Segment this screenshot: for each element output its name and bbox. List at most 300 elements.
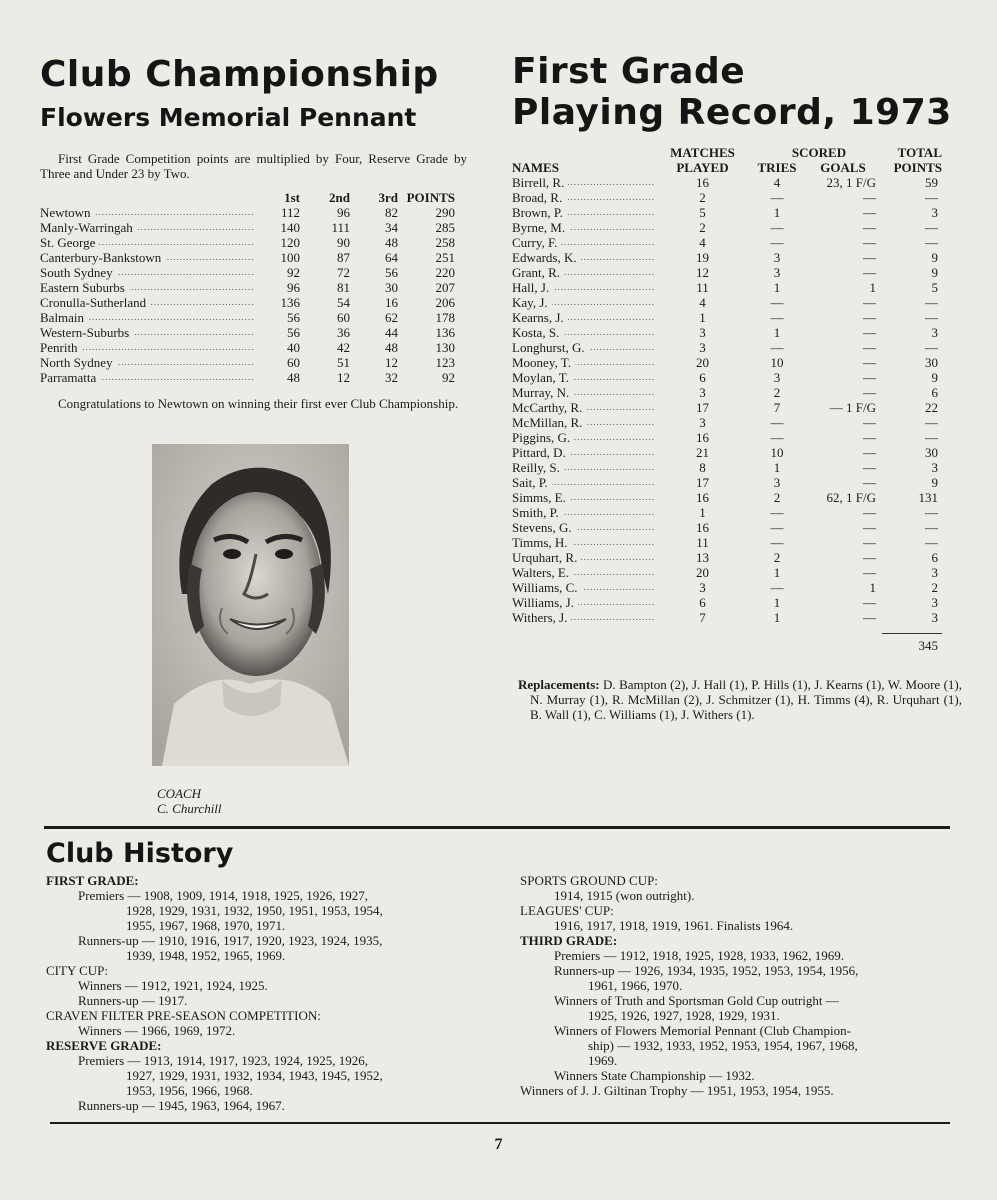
tries: 1 <box>773 325 781 340</box>
coach-portrait-image <box>152 444 349 766</box>
col-points: POINTS <box>406 190 455 205</box>
second-grade-points: 60 <box>337 310 350 325</box>
goals: — <box>863 235 876 250</box>
footer-divider <box>50 1122 950 1124</box>
goals: — <box>863 325 876 340</box>
club-name: Western-Suburbs <box>40 325 133 340</box>
history-line: 1916, 1917, 1918, 1919, 1961. Finalists 1964. <box>554 918 794 933</box>
player-row <box>512 325 942 340</box>
tries: — <box>770 535 784 550</box>
matches-played: 5 <box>699 205 706 220</box>
congratulations-text: Congratulations to Newtown on winning their first ever Club Championship. <box>58 396 459 411</box>
tries: 1 <box>773 460 781 475</box>
first-grade-points: 40 <box>287 340 300 355</box>
goals: — <box>863 250 876 265</box>
history-line: 1969. <box>588 1053 618 1068</box>
player-row <box>512 400 942 415</box>
matches-played: 21 <box>696 445 709 460</box>
player-row <box>512 205 942 220</box>
player-name: Piggins, G. <box>512 430 574 445</box>
player-name: McMillan, R. <box>512 415 586 430</box>
player-points: — <box>925 295 938 310</box>
championship-row <box>40 220 455 235</box>
player-name: Moylan, T. <box>512 370 573 385</box>
tries: — <box>770 235 784 250</box>
goals: 23, 1 F/G <box>826 175 876 190</box>
history-line: 1914, 1915 (won outright). <box>554 888 695 903</box>
history-line: FIRST GRADE: <box>46 873 139 888</box>
player-row <box>512 235 942 250</box>
player-row <box>512 310 942 325</box>
second-grade-points: 54 <box>337 295 350 310</box>
tries: 1 <box>773 610 781 625</box>
goals: — <box>863 205 876 220</box>
second-grade-points: 90 <box>337 235 350 250</box>
col-names: NAMES <box>512 160 559 175</box>
club-name: Manly-Warringah <box>40 220 137 235</box>
matches-played: 19 <box>696 250 709 265</box>
goals: — <box>863 475 876 490</box>
championship-row <box>40 235 455 250</box>
col-total-points: POINTS <box>893 160 942 175</box>
player-row <box>512 250 942 265</box>
player-points: 3 <box>931 595 938 610</box>
goals: — <box>863 310 876 325</box>
page-number: 7 <box>494 1136 503 1153</box>
second-grade-points: 81 <box>337 280 350 295</box>
player-points: — <box>925 340 938 355</box>
player-row <box>512 295 942 310</box>
goals: — <box>863 220 876 235</box>
first-grade-points: 92 <box>287 265 300 280</box>
tries: 1 <box>773 280 781 295</box>
championship-row <box>40 340 455 355</box>
player-name: Murray, N. <box>512 385 573 400</box>
player-name: Kosta, S. <box>512 325 563 340</box>
second-grade-points: 87 <box>337 250 350 265</box>
player-points: 131 <box>918 490 938 505</box>
first-grade-points: 100 <box>280 250 300 265</box>
third-grade-points: 82 <box>385 205 398 220</box>
player-row <box>512 520 942 535</box>
tries: 1 <box>773 205 781 220</box>
player-name: Reilly, S. <box>512 460 564 475</box>
player-points: 3 <box>931 205 938 220</box>
player-name: Williams, J. <box>512 595 578 610</box>
tries: — <box>770 520 784 535</box>
player-row <box>512 445 942 460</box>
matches-played: 1 <box>699 505 706 520</box>
tries: 1 <box>773 595 781 610</box>
tries: 10 <box>770 445 784 460</box>
matches-played: 3 <box>699 385 706 400</box>
history-line: Premiers — 1913, 1914, 1917, 1923, 1924, 1925, 1926, <box>78 1053 368 1068</box>
second-grade-points: 12 <box>337 370 350 385</box>
tries: — <box>770 415 784 430</box>
player-points: 22 <box>925 400 938 415</box>
tries: 3 <box>773 265 781 280</box>
history-line: 1961, 1966, 1970. <box>588 978 683 993</box>
championship-subtitle: Flowers Memorial Pennant <box>40 103 417 132</box>
third-grade-points: 44 <box>385 325 398 340</box>
player-name: Longhurst, G. <box>512 340 589 355</box>
club-name: South Sydney <box>40 265 117 280</box>
second-grade-points: 111 <box>331 220 350 235</box>
history-line: 1939, 1948, 1952, 1965, 1969. <box>126 948 286 963</box>
total-points: 130 <box>435 340 455 355</box>
championship-row <box>40 265 455 280</box>
third-grade-points: 34 <box>385 220 398 235</box>
coach-caption <box>157 786 222 816</box>
club-name: Cronulla-Sutherland <box>40 295 150 310</box>
first-grade-points: 48 <box>287 370 300 385</box>
goals: — <box>863 565 876 580</box>
player-points: 6 <box>931 385 938 400</box>
player-points: 5 <box>931 280 938 295</box>
matches-played: 6 <box>699 370 706 385</box>
player-name: Kearns, J. <box>512 310 568 325</box>
player-row <box>512 580 942 595</box>
player-points: 2 <box>931 580 938 595</box>
goals: — <box>863 520 876 535</box>
history-right-column <box>520 873 960 1098</box>
third-grade-points: 62 <box>385 310 398 325</box>
playing-record-table <box>512 145 942 653</box>
history-line: Runners-up — 1945, 1963, 1964, 1967. <box>78 1098 285 1113</box>
tries: 2 <box>773 550 781 565</box>
first-grade-points: 136 <box>280 295 300 310</box>
tries: — <box>770 505 784 520</box>
championship-row <box>40 370 455 385</box>
matches-played: 3 <box>699 325 706 340</box>
player-points: — <box>925 310 938 325</box>
goals: — 1 F/G <box>829 400 876 415</box>
history-line: SPORTS GROUND CUP: <box>520 873 658 888</box>
history-line: Runners-up — 1926, 1934, 1935, 1952, 1953, 1954, 1956, <box>554 963 859 978</box>
history-line: Premiers — 1908, 1909, 1914, 1918, 1925, 1926, 1927, <box>78 888 368 903</box>
history-line: LEAGUES' CUP: <box>520 903 614 918</box>
tries: 2 <box>773 385 781 400</box>
player-row <box>512 355 942 370</box>
goals: — <box>863 505 876 520</box>
player-name: Edwards, K. <box>512 250 581 265</box>
player-row <box>512 340 942 355</box>
player-row <box>512 265 942 280</box>
first-grade-points: 120 <box>280 235 300 250</box>
championship-row <box>40 295 455 310</box>
championship-row <box>40 280 455 295</box>
player-row <box>512 280 942 295</box>
player-name: Withers, J. <box>512 610 571 625</box>
third-grade-points: 56 <box>385 265 398 280</box>
player-row <box>512 430 942 445</box>
player-points: 3 <box>931 325 938 340</box>
first-grade-points: 56 <box>287 310 300 325</box>
first-grade-points: 112 <box>280 205 300 220</box>
tries: 4 <box>773 175 781 190</box>
club-name: Eastern Suburbs <box>40 280 129 295</box>
goals: — <box>863 610 876 625</box>
player-name: Kay, J. <box>512 295 552 310</box>
matches-played: 20 <box>696 355 709 370</box>
player-row <box>512 220 942 235</box>
replacements-text: D. Bampton (2), J. Hall (1), P. Hills (1), J. Kearns (1), W. Moore (1), N. Murray (1), R. McMillan (2), J. Schmitzer (1), H. Timms (4), R. Urquhart (1), B. Wall (1), C. Williams (1), J. Withers (1). <box>530 677 963 722</box>
player-name: Timms, H. <box>512 535 572 550</box>
tries: — <box>770 310 784 325</box>
history-line: 1925, 1926, 1927, 1928, 1929, 1931. <box>588 1008 780 1023</box>
second-grade-points: 51 <box>337 355 350 370</box>
championship-row <box>40 205 455 220</box>
player-name: Grant, R. <box>512 265 564 280</box>
third-grade-points: 16 <box>385 295 398 310</box>
matches-played: 3 <box>699 415 706 430</box>
col-played: PLAYED <box>676 160 729 175</box>
col-tries: TRIES <box>757 160 797 175</box>
player-name: Byrne, M. <box>512 220 569 235</box>
player-row <box>512 475 942 490</box>
coach-label: COACH <box>157 786 202 801</box>
total-points: 290 <box>435 205 455 220</box>
goals: — <box>863 595 876 610</box>
third-grade-points: 32 <box>385 370 398 385</box>
player-row <box>512 175 942 190</box>
player-row <box>512 535 942 550</box>
col-matches-top: MATCHES <box>670 145 735 160</box>
player-points: — <box>925 220 938 235</box>
tries: 7 <box>773 400 781 415</box>
club-name: Canterbury-Bankstown <box>40 250 165 265</box>
goals: — <box>863 340 876 355</box>
tries: 3 <box>773 370 781 385</box>
player-name: Pittard, D. <box>512 445 570 460</box>
col-3rd: 3rd <box>378 190 398 205</box>
player-name: Walters, E. <box>512 565 573 580</box>
third-grade-points: 48 <box>385 235 398 250</box>
total-points: 220 <box>435 265 455 280</box>
record-title-line1: First Grade <box>512 51 746 92</box>
third-grade-points: 12 <box>385 355 398 370</box>
championship-row <box>40 355 455 370</box>
tries: 10 <box>770 355 784 370</box>
total-points: 92 <box>442 370 455 385</box>
goals: — <box>863 445 876 460</box>
player-points: — <box>925 415 938 430</box>
third-grade-points: 30 <box>385 280 398 295</box>
player-points: — <box>925 430 938 445</box>
total-points: 123 <box>435 355 455 370</box>
matches-played: 16 <box>696 520 709 535</box>
player-name: Stevens, G. <box>512 520 576 535</box>
player-points: 3 <box>931 460 938 475</box>
tries: — <box>770 430 784 445</box>
player-points: 6 <box>931 550 938 565</box>
record-title-line2: Playing Record, 1973 <box>512 92 952 133</box>
player-points: 9 <box>931 475 938 490</box>
goals: — <box>863 550 876 565</box>
section-divider <box>44 826 950 829</box>
goals: — <box>863 355 876 370</box>
goals: 1 <box>869 580 876 595</box>
history-line: THIRD GRADE: <box>520 933 618 948</box>
matches-played: 3 <box>699 580 706 595</box>
goals: — <box>863 190 876 205</box>
history-line: Runners-up — 1910, 1916, 1917, 1920, 1923, 1924, 1935, <box>78 933 383 948</box>
tries: — <box>770 295 784 310</box>
player-row <box>512 190 942 205</box>
player-row <box>512 490 942 505</box>
replacements-paragraph <box>518 677 962 722</box>
matches-played: 16 <box>696 175 709 190</box>
player-row <box>512 550 942 565</box>
matches-played: 3 <box>699 340 706 355</box>
matches-played: 4 <box>699 235 706 250</box>
player-row <box>512 595 942 610</box>
player-name: Sait, P. <box>512 475 552 490</box>
first-grade-points: 56 <box>287 325 300 340</box>
matches-played: 8 <box>699 460 706 475</box>
tries: — <box>770 220 784 235</box>
matches-played: 13 <box>696 550 709 565</box>
player-points: 9 <box>931 250 938 265</box>
player-row <box>512 610 942 625</box>
club-name: North Sydney <box>40 355 117 370</box>
player-name: Broad, R. <box>512 190 566 205</box>
player-points: 30 <box>925 445 938 460</box>
player-points: — <box>925 535 938 550</box>
matches-played: 12 <box>696 265 709 280</box>
goals: — <box>863 535 876 550</box>
player-points: — <box>925 505 938 520</box>
history-line: Winners State Championship — 1932. <box>554 1068 755 1083</box>
matches-played: 2 <box>699 220 706 235</box>
player-points: 3 <box>931 610 938 625</box>
history-line: Winners of Flowers Memorial Pennant (Club Champion- <box>554 1023 851 1038</box>
player-row <box>512 460 942 475</box>
coach-name: C. Churchill <box>157 801 222 816</box>
matches-played: 6 <box>699 595 706 610</box>
total-points: 258 <box>435 235 455 250</box>
club-name: St. George <box>40 235 99 250</box>
history-line: Winners of Truth and Sportsman Gold Cup outright — <box>554 993 839 1008</box>
first-grade-points: 140 <box>280 220 300 235</box>
goals: — <box>863 370 876 385</box>
history-line: 1927, 1929, 1931, 1932, 1934, 1943, 1945, 1952, <box>126 1068 383 1083</box>
matches-played: 20 <box>696 565 709 580</box>
player-points: — <box>925 235 938 250</box>
club-name: Newtown <box>40 205 95 220</box>
championship-title: Club Championship <box>40 54 439 95</box>
tries: 3 <box>773 475 781 490</box>
col-scored-top: SCORED <box>791 145 847 160</box>
col-2nd: 2nd <box>329 190 350 205</box>
second-grade-points: 72 <box>337 265 350 280</box>
championship-intro: First Grade Competition points are multiplied by Four, Reserve Grade by Three and Under 23 by Two. <box>40 151 467 181</box>
player-name: Smith, P. <box>512 505 563 520</box>
goals: 62, 1 F/G <box>826 490 876 505</box>
second-grade-points: 42 <box>337 340 350 355</box>
player-row <box>512 385 942 400</box>
coach-photo <box>152 444 349 766</box>
player-points: 30 <box>925 355 938 370</box>
player-name: Brown, P. <box>512 205 567 220</box>
matches-played: 1 <box>699 310 706 325</box>
tries: — <box>770 340 784 355</box>
player-row <box>512 505 942 520</box>
matches-played: 11 <box>696 535 709 550</box>
second-grade-points: 96 <box>337 205 350 220</box>
history-line: ship) — 1932, 1933, 1952, 1953, 1954, 1967, 1968, <box>588 1038 858 1053</box>
matches-played: 17 <box>696 400 709 415</box>
player-name: Mooney, T. <box>512 355 575 370</box>
history-line: Winners of J. J. Giltinan Trophy — 1951, 1953, 1954, 1955. <box>520 1083 834 1098</box>
history-left-column <box>46 873 506 1113</box>
history-line: 1953, 1956, 1966, 1968. <box>126 1083 253 1098</box>
matches-played: 4 <box>699 295 706 310</box>
history-line: Runners-up — 1917. <box>78 993 188 1008</box>
total-points: 207 <box>435 280 455 295</box>
player-points: 9 <box>931 265 938 280</box>
championship-table <box>40 190 455 385</box>
third-grade-points: 48 <box>385 340 398 355</box>
player-name: Simms, E. <box>512 490 570 505</box>
player-points: — <box>925 520 938 535</box>
first-grade-points: 60 <box>287 355 300 370</box>
tries: — <box>770 580 784 595</box>
second-grade-points: 36 <box>337 325 350 340</box>
matches-played: 16 <box>696 430 709 445</box>
player-name: Hall, J. <box>512 280 553 295</box>
player-points: 59 <box>925 175 938 190</box>
player-row <box>512 415 942 430</box>
player-points: — <box>925 190 938 205</box>
goals: — <box>863 460 876 475</box>
player-row <box>512 565 942 580</box>
club-name: Penrith <box>40 340 82 355</box>
tries: 1 <box>773 565 781 580</box>
club-name: Parramatta <box>40 370 100 385</box>
col-1st: 1st <box>284 190 300 205</box>
total-points-sum: 345 <box>882 634 942 654</box>
player-points: 9 <box>931 370 938 385</box>
tries: 2 <box>773 490 781 505</box>
history-line: CITY CUP: <box>46 963 108 978</box>
championship-row <box>40 325 455 340</box>
col-total-top: TOTAL <box>897 145 942 160</box>
player-name: McCarthy, R. <box>512 400 586 415</box>
history-line: RESERVE GRADE: <box>46 1038 162 1053</box>
tries: — <box>770 190 784 205</box>
goals: 1 <box>869 280 876 295</box>
history-line: CRAVEN FILTER PRE-SEASON COMPETITION: <box>46 1008 321 1023</box>
history-line: 1955, 1967, 1968, 1970, 1971. <box>126 918 286 933</box>
replacements-label: Replacements: <box>518 677 600 692</box>
history-line: Premiers — 1912, 1918, 1925, 1928, 1933, 1962, 1969. <box>554 948 844 963</box>
player-name: Curry, F. <box>512 235 561 250</box>
matches-played: 17 <box>696 475 709 490</box>
goals: — <box>863 430 876 445</box>
championship-row <box>40 250 455 265</box>
matches-played: 2 <box>699 190 706 205</box>
history-title: Club History <box>46 838 234 869</box>
total-points: 251 <box>435 250 455 265</box>
first-grade-points: 96 <box>287 280 300 295</box>
goals: — <box>863 295 876 310</box>
player-row <box>512 370 942 385</box>
championship-row <box>40 310 455 325</box>
goals: — <box>863 265 876 280</box>
club-name: Balmain <box>40 310 88 325</box>
player-name: Williams, C. <box>512 580 582 595</box>
